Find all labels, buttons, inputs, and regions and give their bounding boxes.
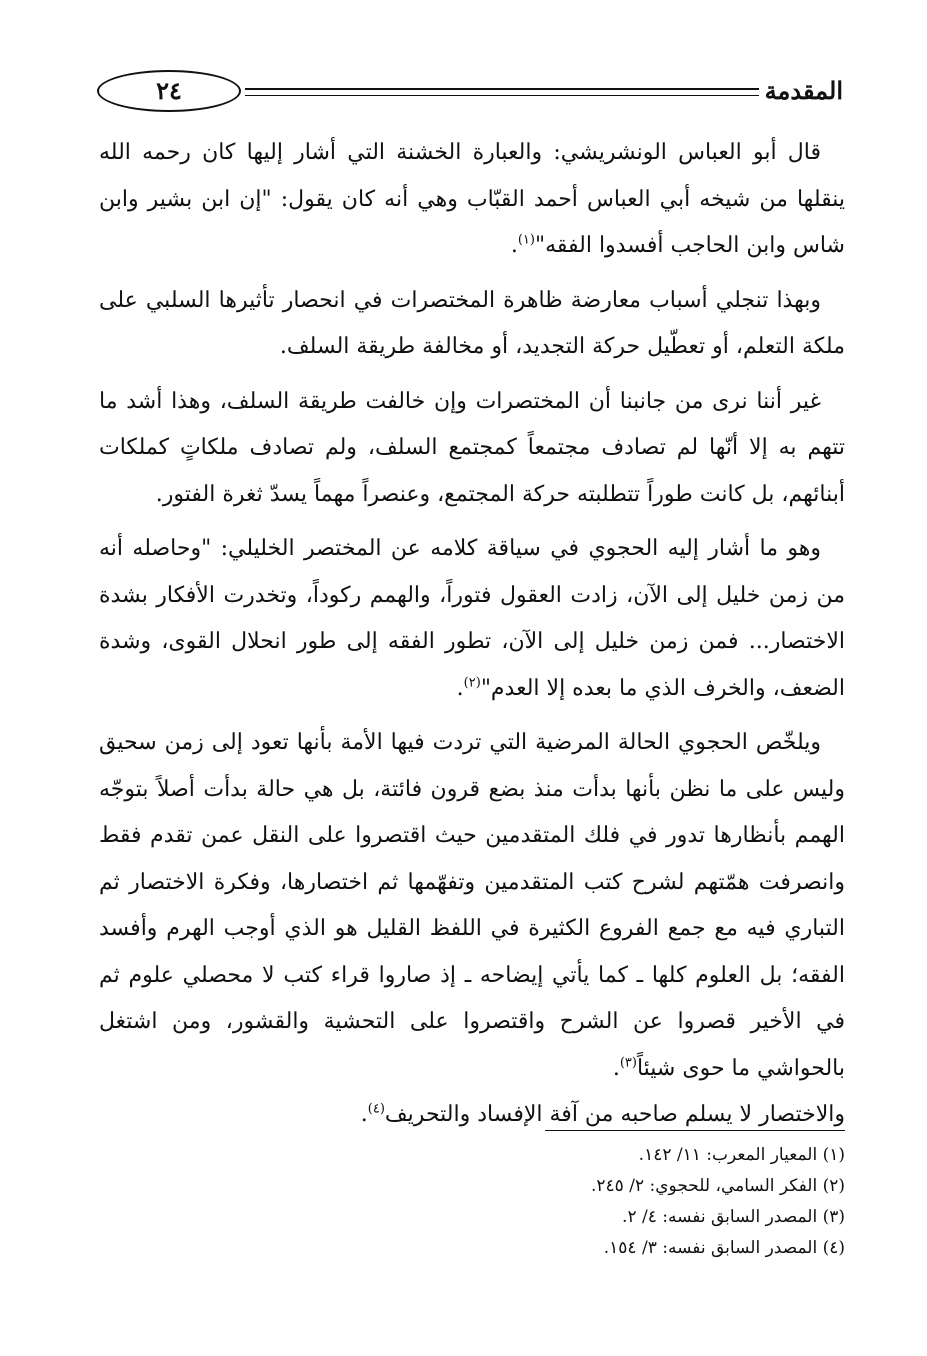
footnote-ref-1: (١) [517, 232, 535, 248]
footnote-4: (٤) المصدر السابق نفسه: ٣/ ١٥٤. [603, 1238, 845, 1258]
paragraph-3 [99, 379, 845, 519]
paragraph-text: ويلخّص الحجوي الحالة المرضية التي تردت فيها الأمة بأنها تعود إلى زمن سحيق وليس على ما نظن بأنها بدأت منذ بضع قرون فائتة، بل هي حالة بدأت أصلاً بتوجّه الهمم بأنظارها تدور في فلك المتقدمين حيث اقتصروا على النقل عمن تقدم فقط وانصرفت همّتهم لشرح كتب المتقدمين وتفهّمها ثم اختصارها، وفكرة الاختصار ثم التباري فيه مع جمع الفروع الكثيرة في اللفظ القليل هو الذي أوجب الهرم وأفسد الفقه؛ بل العلوم كلها ـ كما يأتي إيضاحه ـ إذ صاروا قراء كتب لا محصلي علوم ثم في الأخير قصروا عن الشرح واقتصروا على التحشية والقشور، ومن اشتغل بالحواشي ما حوى شيئاً [99, 730, 845, 1081]
paragraph-5: ويلخّص الحجوي الحالة المرضية التي تردت فيها الأمة بأنها تعود إلى زمن سحيق وليس على ما نظن بأنها بدأت منذ بضع قرون فائتة، بل هي حالة بدأت أصلاً بتوجّه الهمم بأنظارها تدور في فلك المتقدمين حيث اقتصروا على النقل عمن تقدم فقط وانصرفت همّتهم لشرح كتب المتقدمين وتفهّمها ثم اختصارها، وفكرة الاختصار ثم التباري فيه مع جمع الفروع الكثيرة في اللفظ القليل هو الذي أوجب الهرم وأفسد الفقه؛ بل العلوم كلها ـ كما يأتي إيضاحه ـ إذ صاروا قراء كتب لا محصلي علوم ثم في الأخير قصروا عن الشرح واقتصروا على التحشية والقشور، ومن اشتغل بالحواشي ما حوى شيئاً$^{(٣)}$. [99, 730, 845, 1081]
footnote-ref-3: (٣) [619, 1055, 637, 1071]
page-number: ٢٤ [97, 70, 241, 112]
footnotes [99, 1140, 845, 1264]
chapter-title: المقدمة [764, 76, 843, 105]
main-text [99, 130, 845, 1147]
paragraph-text: وهو ما أشار إليه الحجوي في سياقة كلامه عن المختصر الخليلي: "وحاصله أنه من زمن خليل إلى الآن، زادت العقول فتوراً، والهمم ركوداً، وتخدرت الأفكار بشدة الاختصار... فمن زمن خليل إلى الآن، تطور الفقه إلى طور انحلال القوى، وشدة الضعف، والخرف الذي ما بعده إلا العدم" [99, 536, 845, 701]
paragraph-text: والاختصار لا يسلم صاحبه من آفة الإفساد والتحريف [384, 1102, 845, 1127]
paragraph-1: قال أبو العباس الونشريشي: والعبارة الخشنة التي أشار إليها كان رحمه الله ينقلها من شيخه أبي العباس أحمد القبّاب وهي أنه كان يقول: "إن ابن بشير وابن شاس وابن الحاجب أفسدوا الفقه"$^{(١)}$. [99, 140, 845, 258]
paragraph-4: وهو ما أشار إليه الحجوي في سياقة كلامه عن المختصر الخليلي: "وحاصله أنه من زمن خليل إلى الآن، زادت العقول فتوراً، والهمم ركوداً، وتخدرت الأفكار بشدة الاختصار... فمن زمن خليل إلى الآن، تطور الفقه إلى طور انحلال القوى، وشدة الضعف، والخرف الذي ما بعده إلا العدم"$^{(٢)}$. [99, 536, 845, 701]
header-double-rule [245, 88, 759, 96]
footnote-ref-2: (٢) [463, 675, 481, 691]
footnote-2: (٢) الفكر السامي، للحجوي: ٢/ ٢٤٥. [591, 1176, 845, 1196]
footnote-1: (١) المعيار المعرب: ١١/ ١٤٢. [638, 1145, 845, 1165]
footnote-separator [545, 1130, 845, 1131]
running-header [97, 68, 843, 118]
footnote-3: (٣) المصدر السابق نفسه: ٤/ ٢. [622, 1207, 845, 1227]
paragraph-6: والاختصار لا يسلم صاحبه من آفة الإفساد والتحريف$^{(٤)}$. [360, 1101, 845, 1127]
paragraph-2 [99, 278, 845, 371]
paragraph-text: قال أبو العباس الونشريشي: والعبارة الخشنة التي أشار إليها كان رحمه الله ينقلها من شيخه أبي العباس أحمد القبّاب وهي أنه كان يقول: "إن ابن بشير وابن شاس وابن الحاجب أفسدوا الفقه" [99, 140, 845, 258]
paragraph-text: وبهذا تنجلي أسباب معارضة ظاهرة المختصرات في انحصار تأثيرها السلبي على ملكة التعلم، أو تعطّيل حركة التجديد، أو مخالفة طريقة السلف. [99, 287, 845, 359]
footnote-ref-4: (٤) [367, 1101, 385, 1117]
paragraph-text: غير أننا نرى من جانبنا أن المختصرات وإن خالفت طريقة السلف، وهذا أشد ما تتهم به إلا أنّها لم تصادف مجتمعاً كمجتمع السلف، ولم تصادف ملكاتٍ كملكات أبنائهم، بل كانت طوراً تتطلبته حركة المجتمع، وعنصراً مهماً يسدّ ثغرة الفتور. [99, 388, 845, 507]
